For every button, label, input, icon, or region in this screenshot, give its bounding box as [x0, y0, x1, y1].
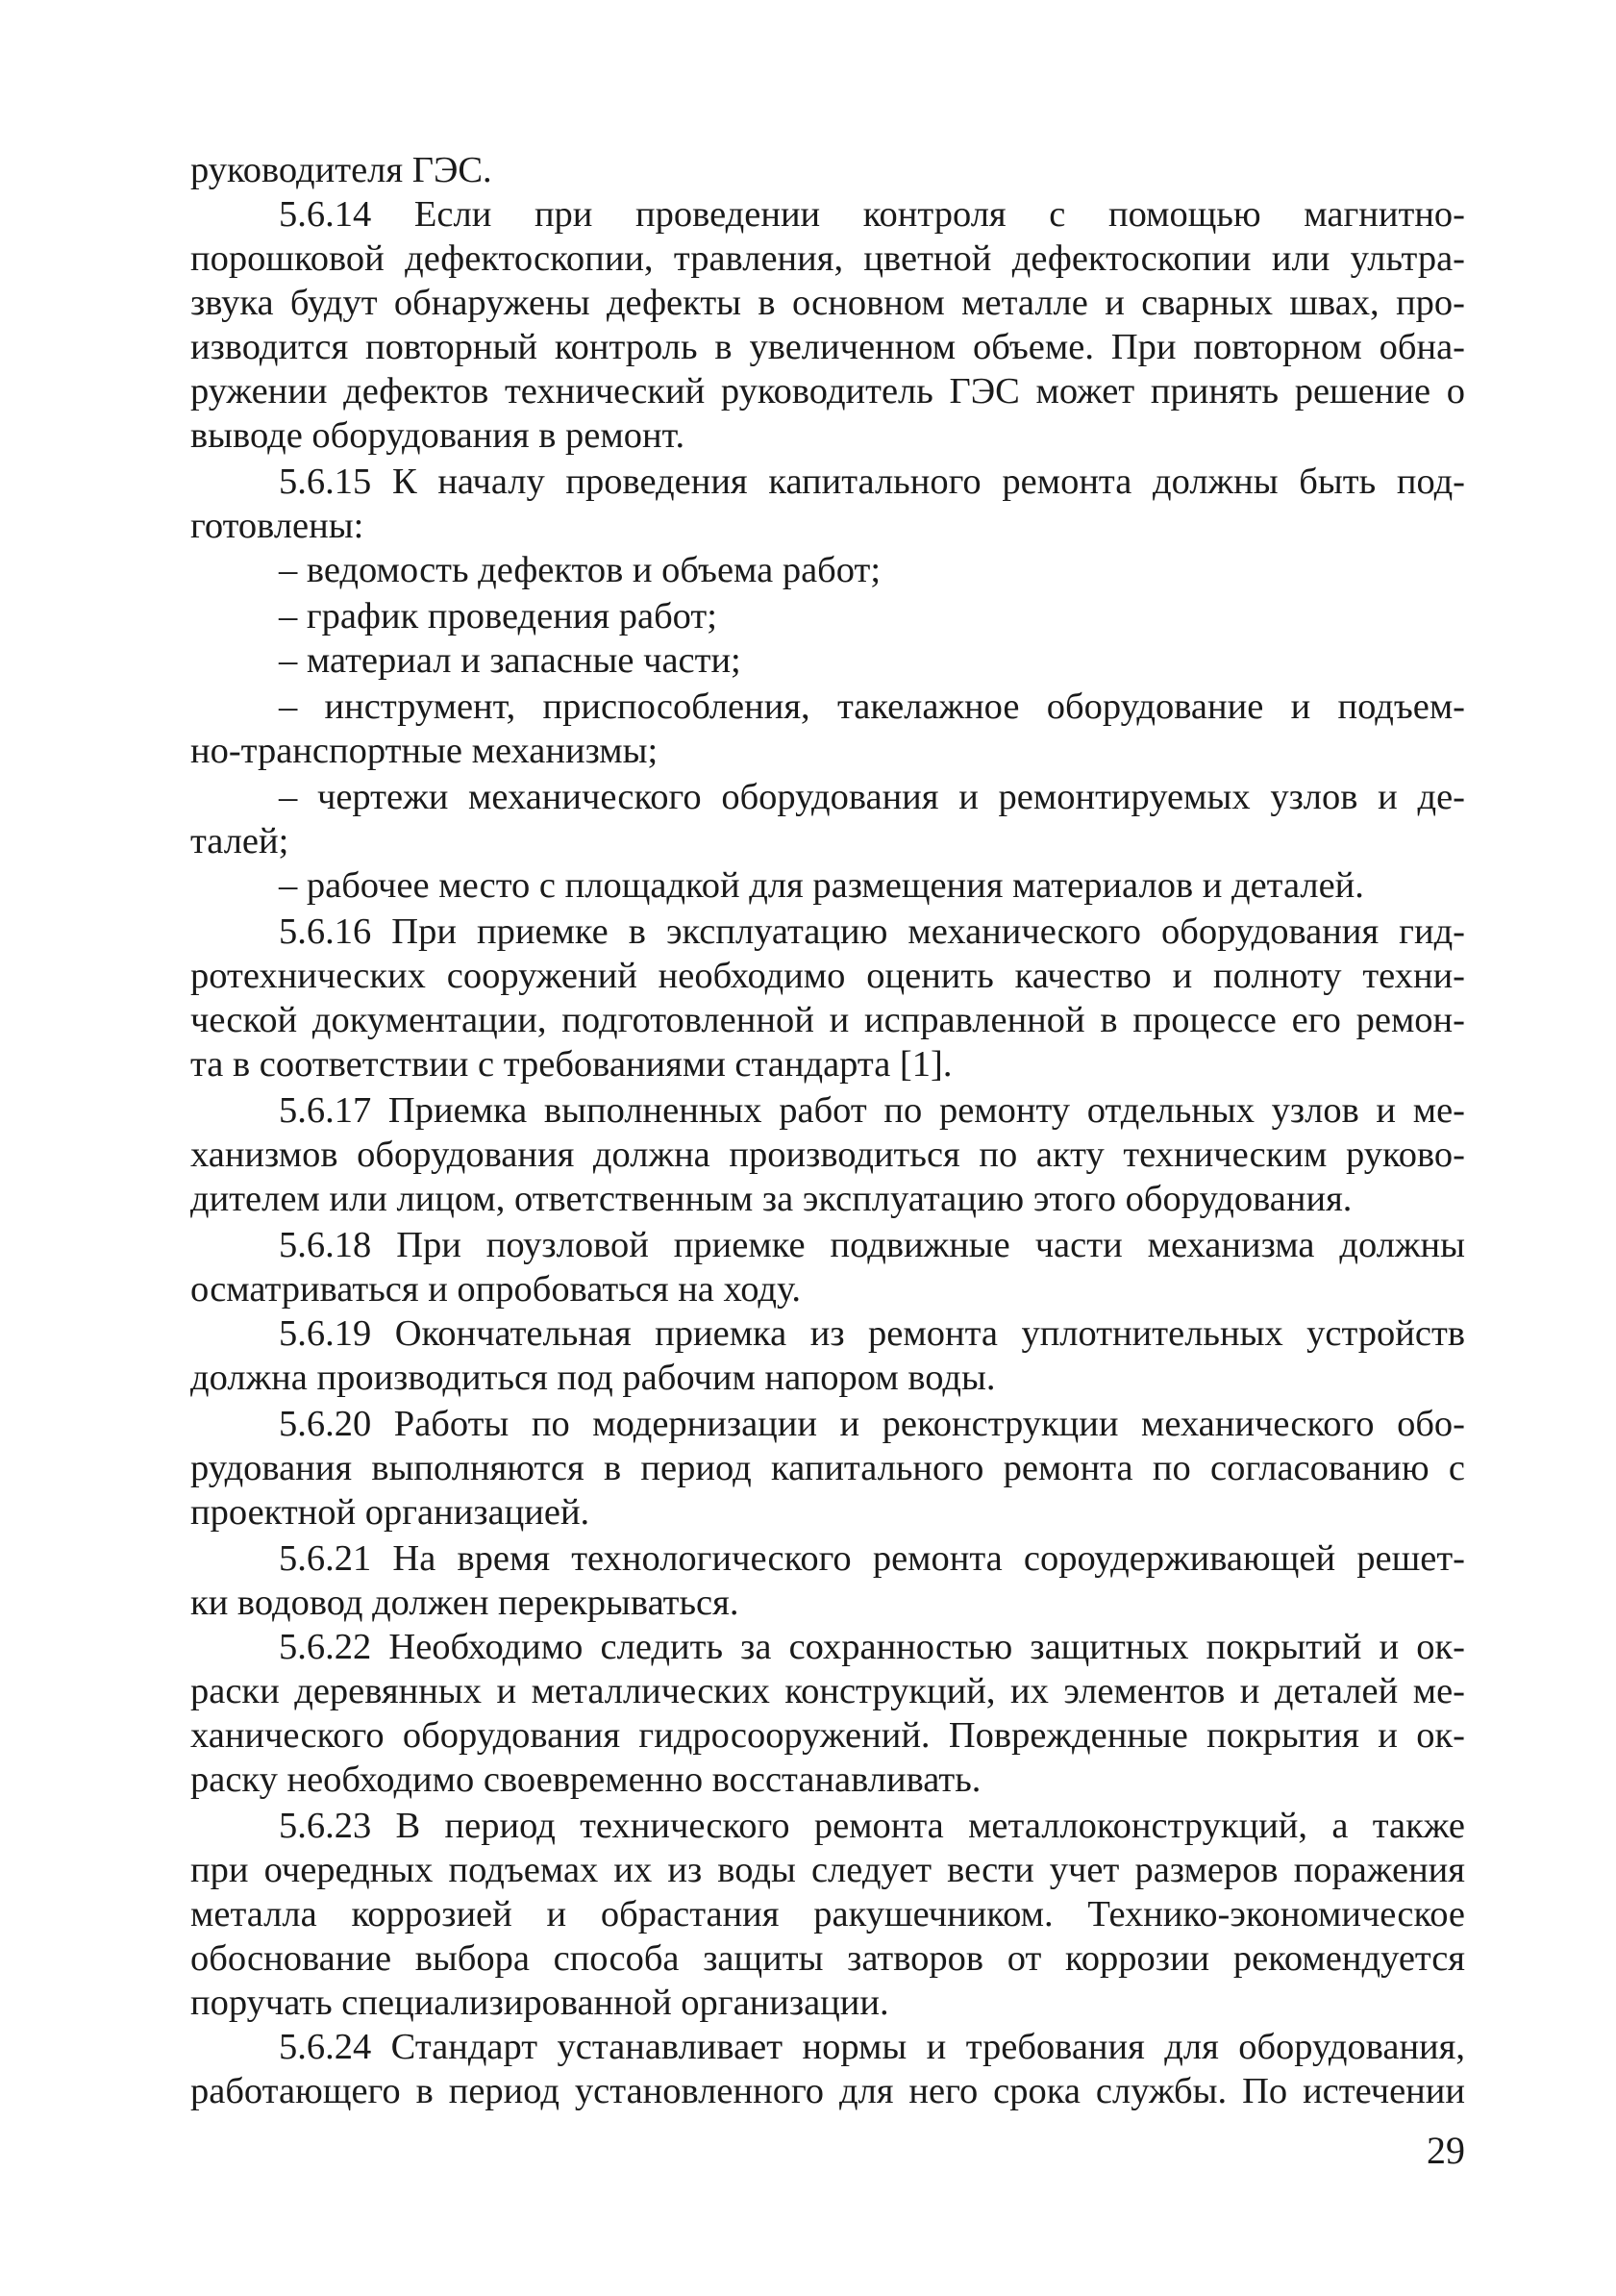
text-line: работающего в период установленного для него срока службы. По истечении [190, 2071, 1465, 2111]
text-line: порошковой дефектоскопии, травления, цветной дефектоскопии или ультра- [190, 238, 1465, 279]
list-item: – рабочее место с площадкой для размещения материалов и деталей. [279, 865, 1364, 906]
text-line: выводе оборудования в ремонт. [190, 415, 685, 456]
text-line: раску необходимо своевременно восстанавливать. [190, 1759, 982, 1800]
paragraph-5-6-19-start: 5.6.19 Окончательная приемка из ремонта уплотнительных устройств [279, 1313, 1465, 1354]
text-line: та в соответствии с требованиями стандарта [1]. [190, 1044, 953, 1085]
text-line: дителем или лицом, ответственным за эксплуатацию этого оборудования. [190, 1179, 1353, 1219]
text-line: ки водовод должен перекрываться. [190, 1583, 739, 1623]
text-line: звука будут обнаружены дефекты в основном металле и сварных швах, про- [190, 283, 1465, 323]
page-number: 29 [1427, 2129, 1465, 2172]
text-line: ческой документации, подготовленной и исправленной в процессе его ремон- [190, 1000, 1465, 1040]
paragraph-5-6-18-start: 5.6.18 При поузловой приемке подвижные части механизма должны [279, 1225, 1465, 1265]
text-line: руководителя ГЭС. [190, 150, 492, 190]
text-line: рудования выполняются в период капитального ремонта по согласованию с [190, 1448, 1465, 1488]
text-line: ханизмов оборудования должна производиться по акту техническим руково- [190, 1135, 1465, 1175]
text-line: обоснование выбора способа защиты затворов от коррозии рекомендуется [190, 1938, 1465, 1979]
text-line: готовлены: [190, 506, 364, 546]
list-item: – инструмент, приспособления, такелажное оборудование и подъем- [279, 686, 1465, 727]
text-line: раски деревянных и металлических конструкций, их элементов и деталей ме- [190, 1671, 1465, 1711]
paragraph-5-6-20-start: 5.6.20 Работы по модернизации и реконструкции механического обо- [279, 1404, 1465, 1444]
list-item: – материал и запасные части; [279, 640, 741, 681]
text-line: ротехнических сооружений необходимо оценить качество и полноту техни- [190, 956, 1465, 996]
text-line: металла коррозией и обрастания ракушечником. Технико-экономическое [190, 1894, 1465, 1934]
text-line: но-транспортные механизмы; [190, 731, 659, 771]
paragraph-5-6-17-start: 5.6.17 Приемка выполненных работ по ремонту отдельных узлов и ме- [279, 1090, 1465, 1131]
text-line: изводится повторный контроль в увеличенном объеме. При повторном обна- [190, 327, 1465, 367]
paragraph-5-6-15-start: 5.6.15 К началу проведения капитального ремонта должны быть под- [279, 462, 1465, 502]
text-line: проектной организацией. [190, 1492, 590, 1533]
paragraph-5-6-24-start: 5.6.24 Стандарт устанавливает нормы и требования для оборудования, [279, 2027, 1465, 2067]
paragraph-5-6-21-start: 5.6.21 На время технологического ремонта сороудерживающей решет- [279, 1538, 1465, 1579]
paragraph-5-6-14-start: 5.6.14 Если при проведении контроля с помощью магнитно- [279, 194, 1465, 235]
paragraph-5-6-23-start: 5.6.23 В период технического ремонта металлоконструкций, а также [279, 1806, 1465, 1846]
text-line: поручать специализированной организации. [190, 1983, 889, 2023]
paragraph-5-6-22-start: 5.6.22 Необходимо следить за сохранностью защитных покрытий и ок- [279, 1627, 1465, 1667]
list-item: – ведомость дефектов и объема работ; [279, 550, 882, 590]
paragraph-5-6-16-start: 5.6.16 При приемке в эксплуатацию механического оборудования гид- [279, 911, 1465, 952]
text-line: ханического оборудования гидросооружений. Поврежденные покрытия и ок- [190, 1715, 1465, 1756]
text-line: ружении дефектов технический руководитель ГЭС может принять решение о [190, 371, 1465, 412]
text-line: талей; [190, 821, 289, 861]
list-item: – график проведения работ; [279, 596, 717, 636]
text-line: должна производиться под рабочим напором воды. [190, 1358, 996, 1398]
list-item: – чертежи механического оборудования и ремонтируемых узлов и де- [279, 777, 1465, 817]
text-line: при очередных подъемах их из воды следует вести учет размеров поражения [190, 1850, 1465, 1890]
text-line: осматриваться и опробоваться на ходу. [190, 1269, 802, 1310]
